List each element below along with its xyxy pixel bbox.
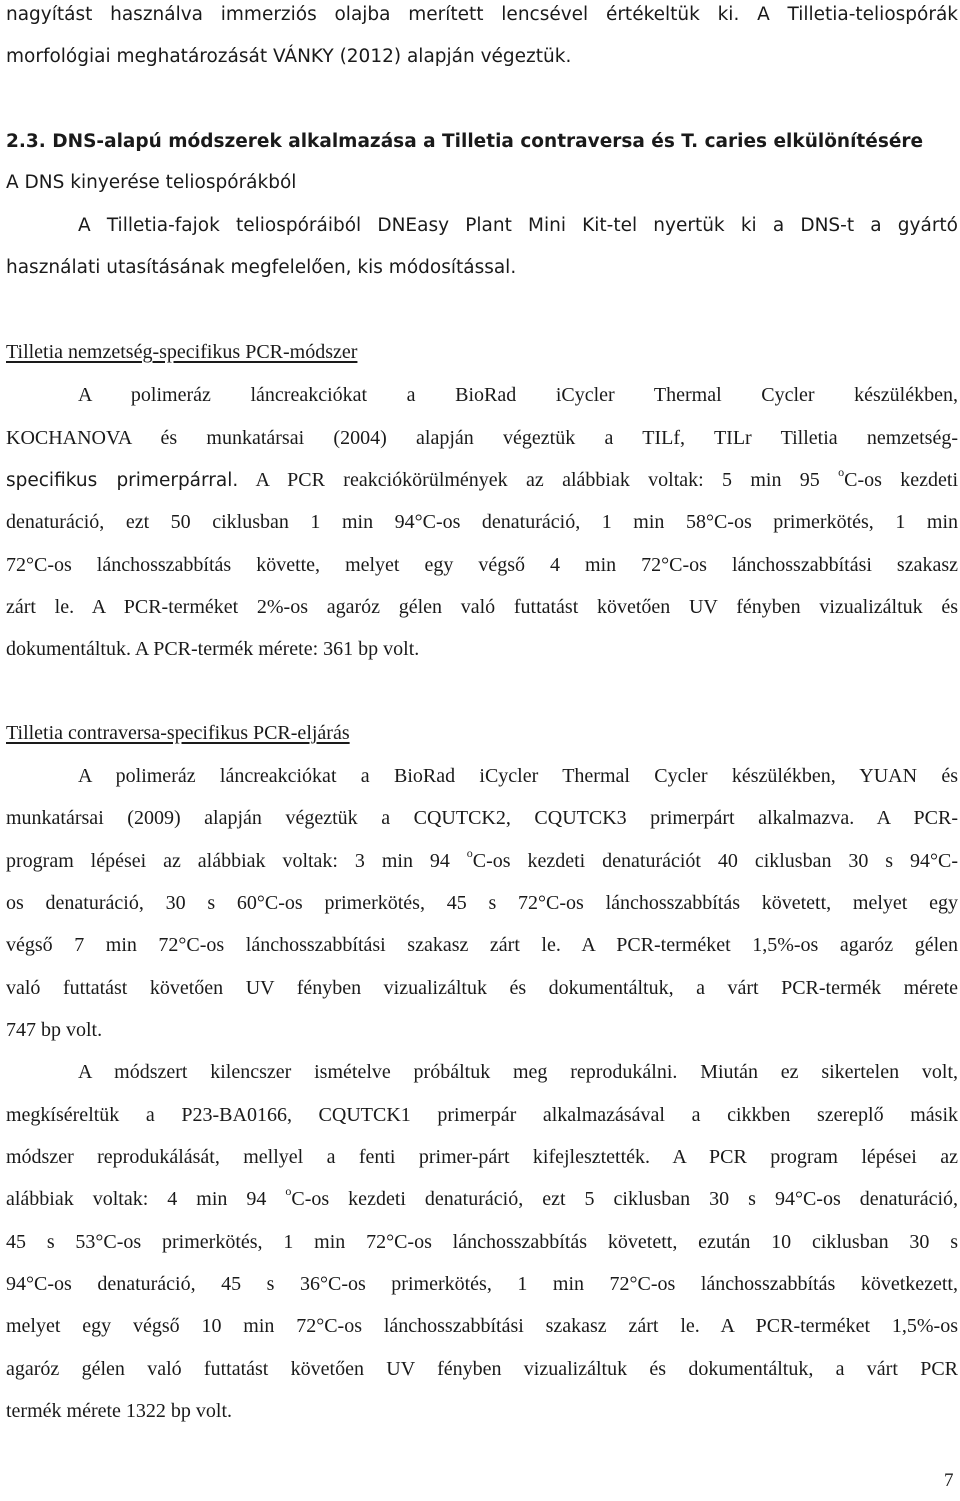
repro-line-3: módszer reprodukálását, mellyel a fenti primer-párt kifejlesztették. A PCR program lépései az	[6, 1146, 958, 1168]
repro-line-9: termék mérete 1322 bp volt.	[6, 1400, 233, 1422]
page-number: 7	[944, 1470, 954, 1491]
genus-pcr-line-3c: C-os kezdeti	[844, 469, 958, 491]
genus-pcr-line-3b: A PCR reakciókörülmények az alábbiak voltak: 5 min 95	[238, 469, 839, 491]
contraversa-pcr-line-6: való futtatást követően UV fényben vizualizáltuk és dokumentáltuk, a várt PCR-termék mérete	[6, 977, 958, 999]
degree-superscript: o	[838, 465, 845, 480]
repro-line-2: megkíséreltük a P23-BA0166, CQUTCK1 primerpár alkalmazásával a cikkben szereplő másik	[6, 1104, 958, 1126]
contraversa-pcr-line-3b: C-os kezdeti denaturációt 40 ciklusban 30 s 94°C-	[472, 850, 958, 872]
contraversa-pcr-line-7: 747 bp volt.	[6, 1019, 103, 1041]
genus-pcr-line-2: KOCHANOVA és munkatársai (2004) alapján végeztük a TILf, TILr Tilletia nemzetség-	[6, 427, 958, 449]
contraversa-pcr-line-3a: program lépései az alábbiak voltak: 3 min 94	[6, 850, 467, 872]
genus-pcr-line-3	[6, 467, 958, 493]
repro-line-6: 94°C-os denaturáció, 45 s 36°C-os primerkötés, 1 min 72°C-os lánchosszabbítás következett,	[6, 1273, 958, 1295]
repro-line-4	[6, 1186, 958, 1212]
repro-line-5: 45 s 53°C-os primerkötés, 1 min 72°C-os lánchosszabbítás követett, ezután 10 ciklusban 30 s	[6, 1231, 958, 1253]
genus-pcr-line-7: dokumentáltuk. A PCR-termék mérete: 361 bp volt.	[6, 638, 420, 660]
genus-pcr-line-4: denaturáció, ezt 50 ciklusban 1 min 94°C-os denaturáció, 1 min 58°C-os primerkötés, 1 min	[6, 511, 958, 533]
contraversa-pcr-line-1: A polimeráz láncreakciókat a BioRad iCycler Thermal Cycler készülékben, YUAN és	[78, 765, 958, 787]
contraversa-pcr-subheading: Tilletia contraversa-specifikus PCR-eljárás	[6, 722, 350, 744]
repro-line-7: melyet egy végső 10 min 72°C-os lánchosszabbítási szakasz zárt le. A PCR-terméket 1,5%-os	[6, 1315, 958, 1337]
genus-pcr-line-1: A polimeráz láncreakciókat a BioRad iCycler Thermal Cycler készülékben,	[78, 384, 958, 406]
degree-superscript: o	[285, 1184, 292, 1199]
contraversa-pcr-line-5: végső 7 min 72°C-os lánchosszabbítási szakasz zárt le. A PCR-terméket 1,5%-os agaróz gélen	[6, 934, 958, 956]
dna-subheading: A DNS kinyerése teliospórákból	[6, 172, 297, 193]
contraversa-pcr-line-2: munkatársai (2009) alapján végeztük a CQUTCK2, CQUTCK3 primerpárt alkalmazva. A PCR-	[6, 807, 958, 829]
repro-line-8: agaróz gélen való futtatást követően UV fényben vizualizáltuk és dokumentáltuk, a várt PCR	[6, 1358, 958, 1380]
contraversa-pcr-line-3	[6, 848, 958, 874]
genus-pcr-line-3a: specifikus primerpárral.	[6, 470, 239, 491]
dna-line-2: használati utasításának megfelelően, kis módosítással.	[6, 257, 517, 278]
genus-pcr-subheading: Tilletia nemzetség-specifikus PCR-módszer	[6, 341, 358, 363]
repro-line-1: A módszert kilencszer ismételve próbáltuk meg reprodukálni. Miután ez sikertelen volt,	[78, 1061, 958, 1083]
repro-line-4a: alábbiak voltak: 4 min 94	[6, 1188, 286, 1210]
intro-line-1: nagyítást használva immerziós olajba merített lencsével értékeltük ki. A Tilletia-teliospórák	[6, 4, 958, 25]
genus-pcr-line-6: zárt le. A PCR-terméket 2%-os agaróz gélen való futtatást követően UV fényben vizualizáltuk és	[6, 596, 958, 618]
contraversa-pcr-line-4: os denaturáció, 30 s 60°C-os primerkötés, 45 s 72°C-os lánchosszabbítás követett, melyet egy	[6, 892, 958, 914]
genus-pcr-line-5: 72°C-os lánchosszabbítás követte, melyet egy végső 4 min 72°C-os lánchosszabbítási szakasz	[6, 554, 958, 576]
dna-line-1: A Tilletia-fajok teliospóráiból DNEasy Plant Mini Kit-tel nyertük ki a DNS-t a gyártó	[78, 215, 958, 236]
repro-line-4b: C-os kezdeti denaturáció, ezt 5 ciklusban 30 s 94°C-os denaturáció,	[291, 1188, 959, 1210]
degree-superscript: o	[466, 846, 473, 861]
intro-line-2: morfológiai meghatározását VÁNKY (2012) alapján végeztük.	[6, 46, 572, 67]
section-heading: 2.3. DNS-alapú módszerek alkalmazása a Tilletia contraversa és T. caries elkülönítésére	[6, 131, 924, 152]
